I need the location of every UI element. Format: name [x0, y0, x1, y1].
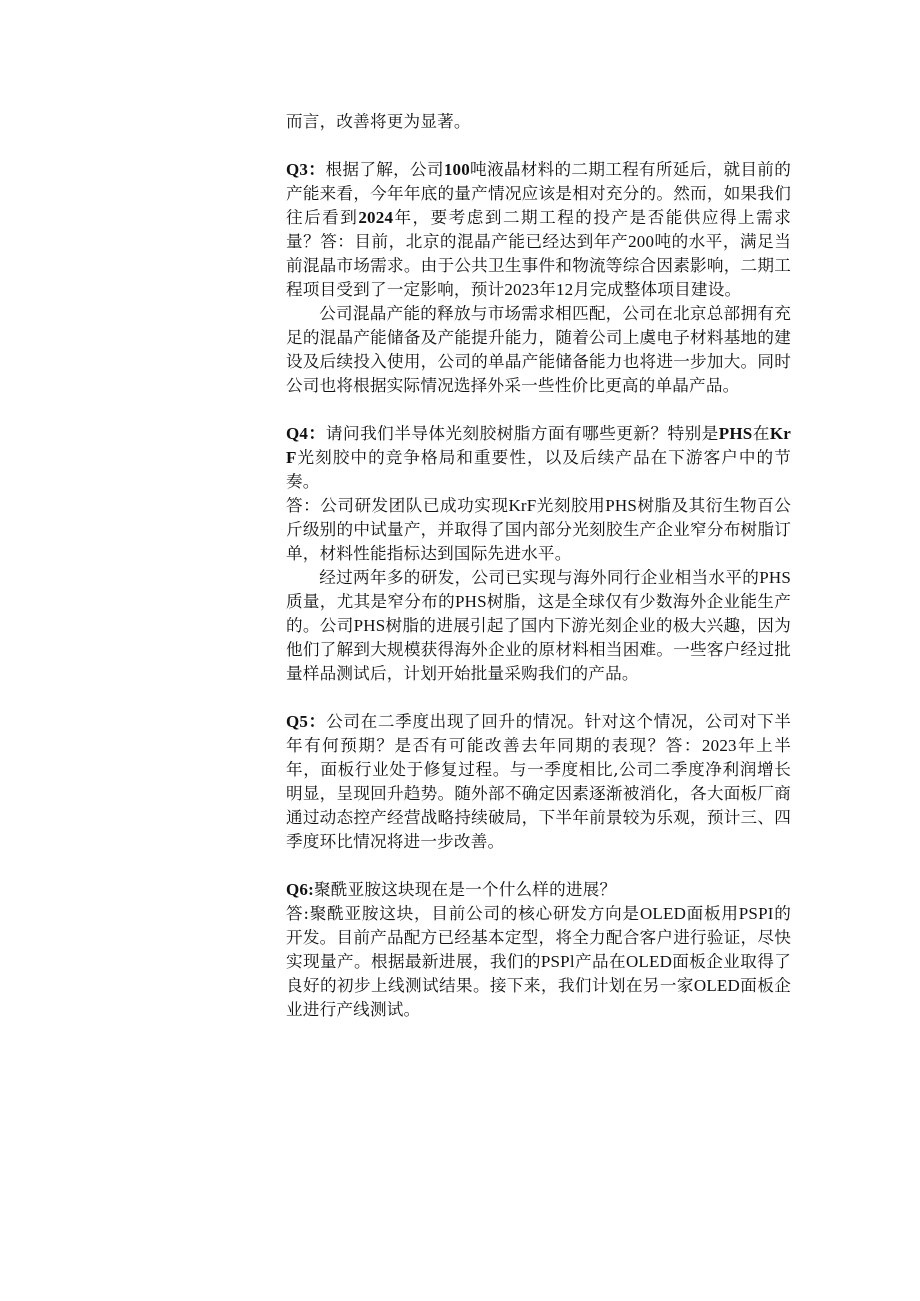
q6-label: Q6:	[286, 880, 314, 899]
q4-question	[286, 422, 791, 494]
q4-text: 树脂的进展引起了国内下游光刻企业的极大兴趣，因为他们了解到大规模获得海外企业的原材料相当困难。一些客户经过批量样品测试后，计划开始批量采购我们的产品。	[286, 616, 791, 683]
q6-answer-text: 的开发。目前产品配方已经基本定型，将全力配合客户进行验证，尽快实现量产。根据最新进展，我们的	[286, 904, 791, 971]
q6-question	[286, 878, 791, 902]
q3-number: 2023	[504, 280, 540, 299]
q4-bold-term: KrF	[286, 424, 791, 467]
spacer	[286, 398, 791, 422]
q4-text: 质量，尤其是窄分布的	[286, 592, 455, 611]
q3-text: 吨液晶材料的二期工程有所延后，就目前的产能来看，今年年底的量产情况应该是相对充分的。然而，如果我们往后看到	[286, 160, 791, 227]
q4-answer-text: 光刻胶用	[536, 496, 606, 515]
q6-term: PSPl	[540, 952, 575, 971]
q6-text: 聚酰亚胺这块现在是一个什么样的进展？	[313, 880, 617, 899]
q6-answer-text: 面板企业取得了良好的初步上线测试结果。接下来，我们计划在另一家	[286, 952, 791, 995]
q4-answer-text: 答：公司研发团队已成功实现	[286, 496, 509, 515]
q3-number: 12	[555, 280, 574, 299]
q4-term: PHS	[455, 592, 487, 611]
q3-text: 月完成整体项目建设。	[573, 280, 742, 299]
q6-term: OLED	[625, 952, 673, 971]
q4-answer	[286, 494, 791, 566]
q4-bold-term: PHS	[718, 424, 753, 443]
q4-answer-text: 树脂及其衍生物百公斤级别的中试量产，并取得了国内部分光刻胶生产企业窄分布树脂订单，材料性能指标达到国际先进水平。	[286, 496, 791, 563]
q3-text: 根据了解，公司	[325, 160, 444, 179]
q4-label: Q4：	[286, 424, 326, 443]
q4-term: PHS	[605, 496, 637, 515]
q6-answer-text: 产品在	[574, 952, 626, 971]
q6-term: PSPI	[738, 904, 774, 923]
q6-term: OLED	[693, 976, 740, 995]
q4-term: PHS	[759, 568, 791, 587]
q6-answer-text: 面板用	[686, 904, 739, 923]
q4-text: 请问我们半导体光刻胶树脂方面有哪些更新？特别是	[325, 424, 719, 443]
q5-text: 公司在二季度出现了回升的情况。针对这个情况，公司对下半年有何预期？是否有可能改善去年同期的表现？答：	[286, 712, 791, 755]
q6-term: OLED	[639, 904, 687, 923]
q5-number: 2023	[701, 736, 737, 755]
q3-text: 年，要考虑到二期工程的投产是否能供应得上需求量？答：目前，北京的混晶产能已经达到年产	[286, 208, 791, 251]
q3-number: 200	[628, 232, 655, 251]
spacer	[286, 134, 791, 158]
q3-text: 吨的水平，满足当前混晶市场需求。由于公共卫生事件和物流等综合因素影响，二期工程项目受到了一定影响，预计	[286, 232, 791, 299]
q3-text: 年	[539, 280, 556, 299]
paragraph-intro: 而言，改善将更为显著。	[286, 112, 471, 131]
document-page	[286, 110, 791, 1022]
q5-text: 年上半年，面板行业处于修复过程。与一季度相比,公司二季度净利润增长明显，呈现回升趋势。随外部不确定因素逐渐被消化，各大面板厂商通过动态控产经营战略持续破局，下半年前景较为乐观，预计三、四季度环比情况将进一步改善。	[286, 736, 791, 851]
q4-term: PHS	[353, 616, 386, 635]
q6-answer	[286, 902, 791, 1022]
q3-paragraph-2: 公司混晶产能的释放与市场需求相匹配，公司在北京总部拥有充足的混晶产能储备及产能提升能力，随着公司上虞电子材料基地的建设及后续投入使用，公司的单晶产能储备能力也将进一步加大。同时公司也将根据实际情况选择外采一些性价比更高的单晶产品。	[286, 304, 791, 395]
spacer	[286, 686, 791, 710]
q4-text: 光刻胶中的竞争格局和重要性，以及后续产品在下游客户中的节奏。	[286, 448, 791, 491]
q6-answer-text: 答:聚酰亚胺这块，目前公司的核心研发方向是	[286, 904, 640, 923]
q3-question-answer	[286, 158, 791, 302]
q6-answer-text: 面板企业进行产线测试。	[286, 976, 791, 1019]
spacer	[286, 854, 791, 878]
q4-paragraph-2	[286, 566, 791, 686]
q4-text: 在	[752, 424, 770, 443]
q3-bold-number: 100	[443, 160, 470, 179]
q3-bold-year: 2024	[358, 208, 394, 227]
q4-text: 树脂，这是全球仅有少数海外企业能生产的。公司	[286, 592, 791, 635]
q5-question-answer	[286, 710, 791, 854]
q4-text: 经过两年多的研发，公司已实现与海外同行企业相当水平的	[319, 568, 760, 587]
q4-term: KrF	[508, 496, 537, 515]
q5-label: Q5：	[286, 712, 327, 731]
q3-label: Q3：	[286, 160, 326, 179]
